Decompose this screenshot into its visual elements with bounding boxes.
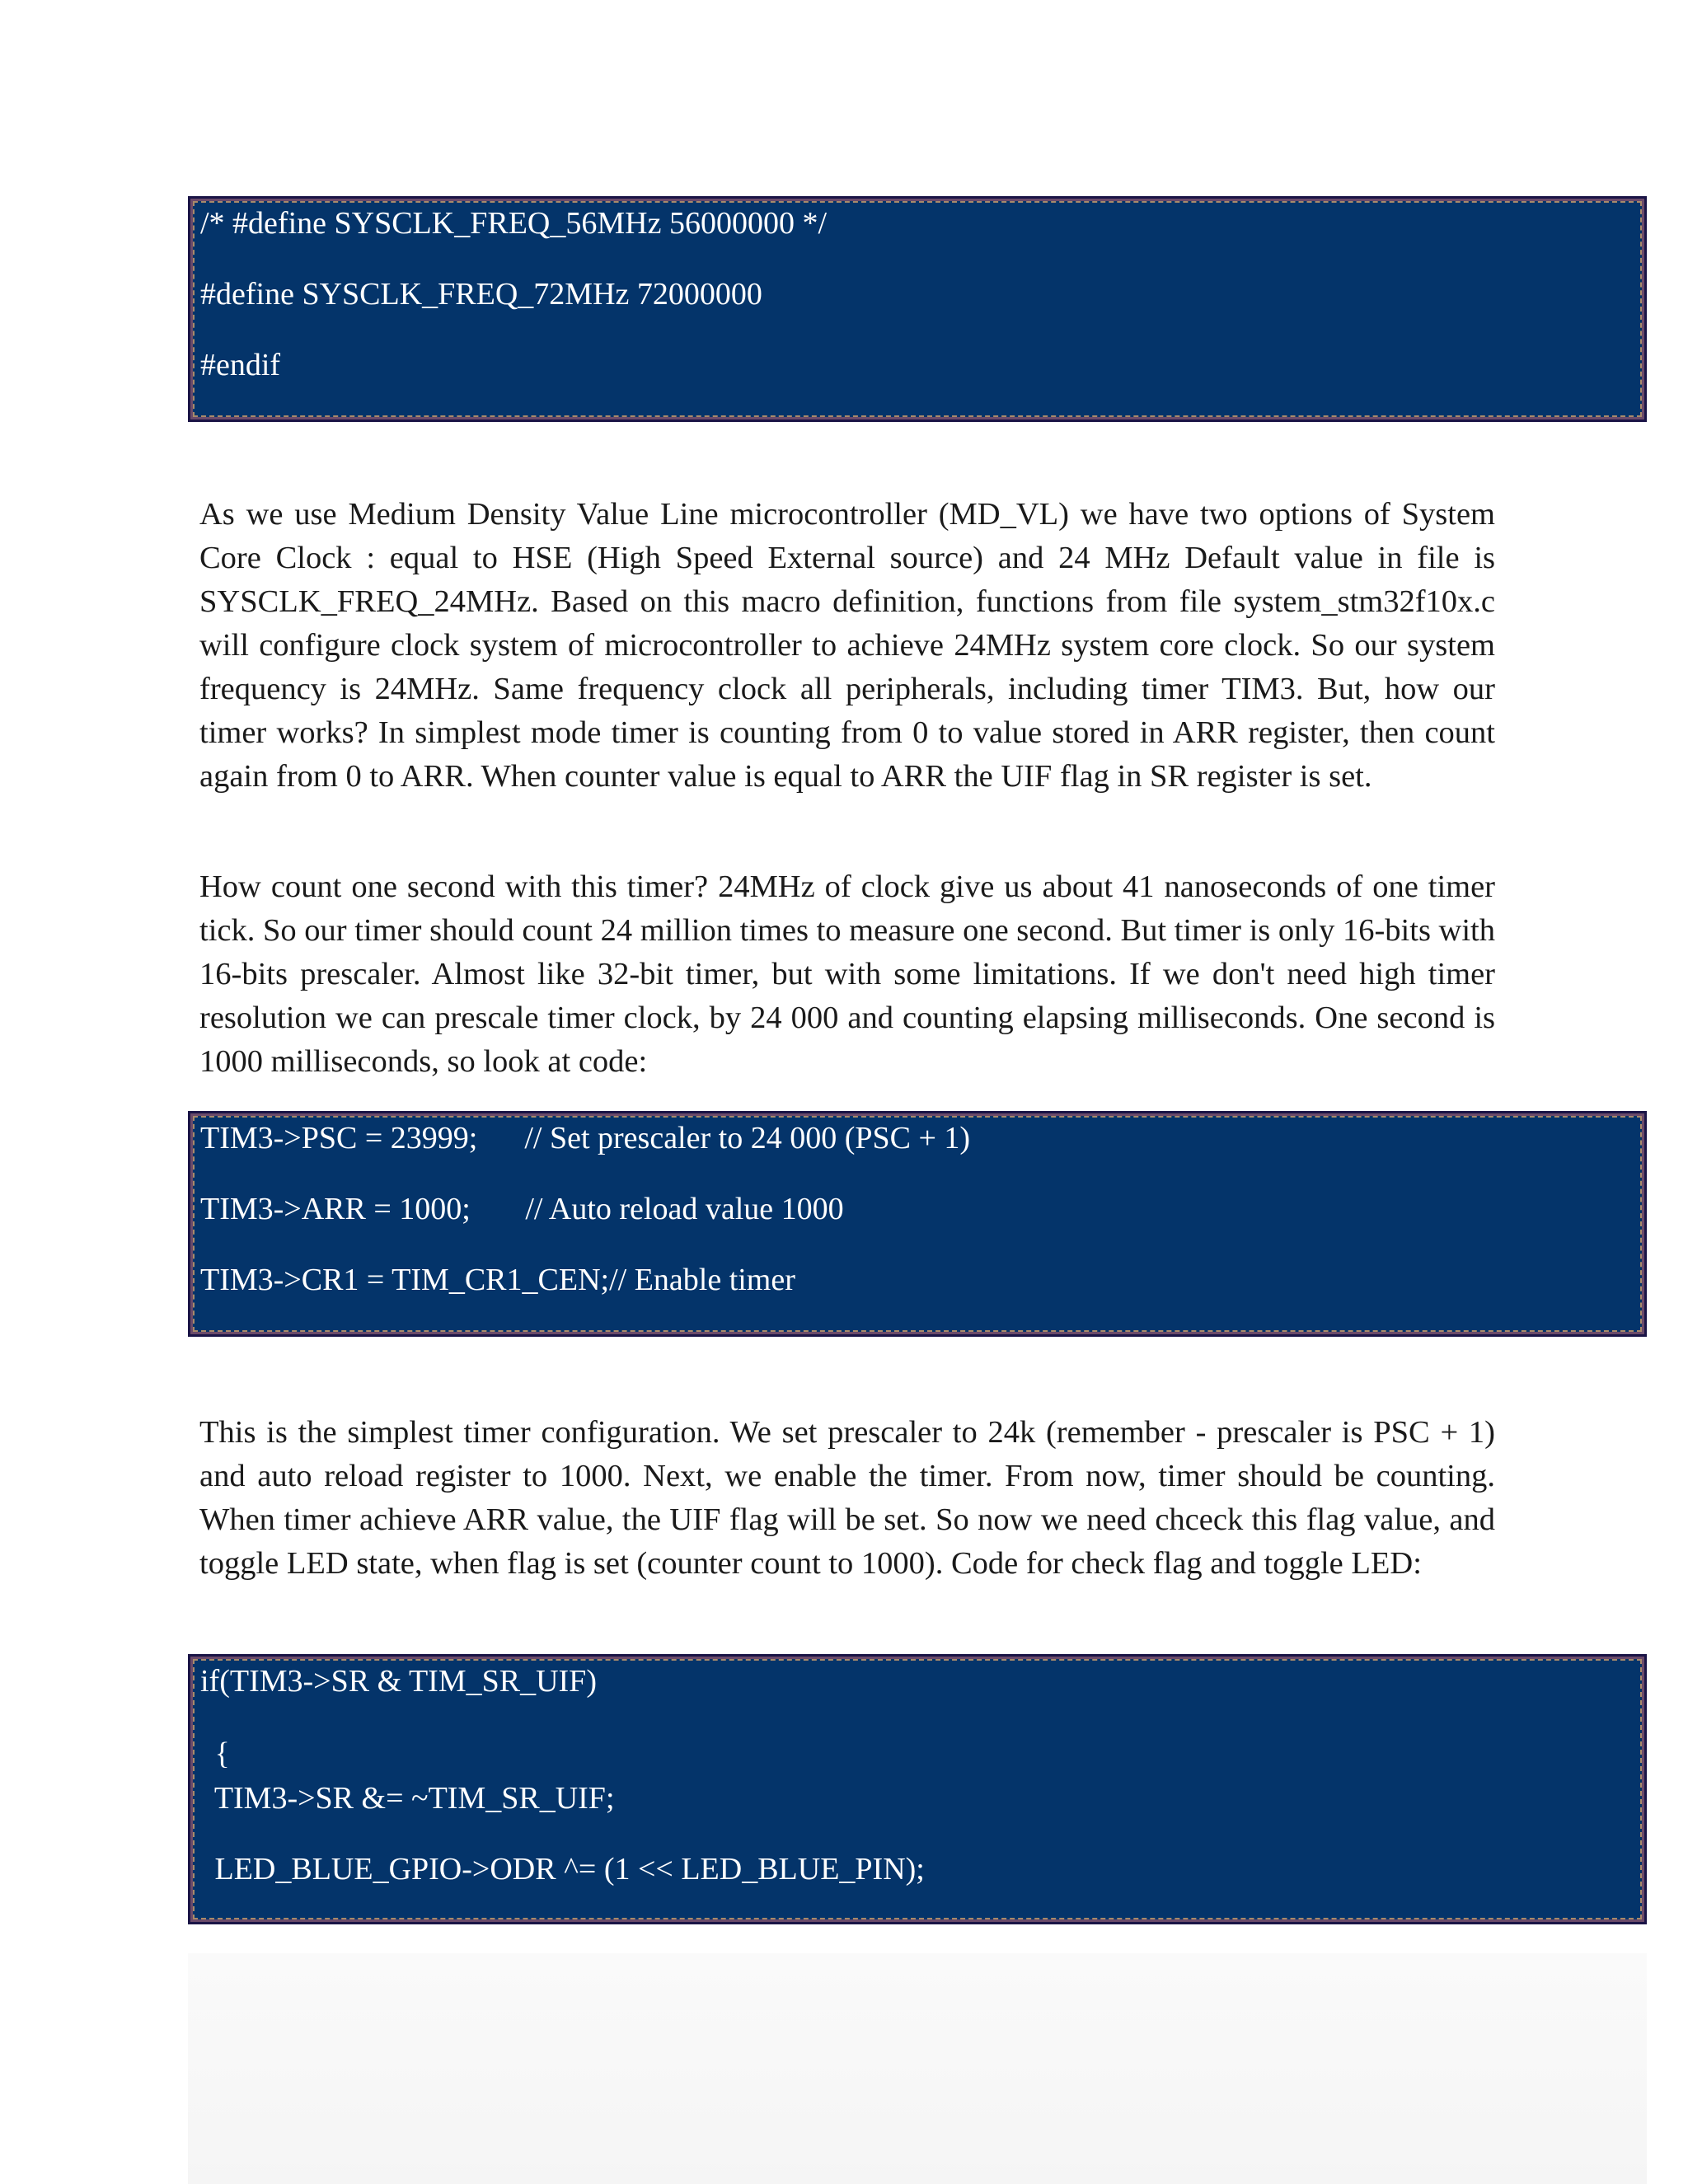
code-line: TIM3->CR1 = TIM_CR1_CEN;// Enable timer — [200, 1263, 795, 1297]
code-line: LED_BLUE_GPIO->ODR ^= (1 << LED_BLUE_PIN); — [207, 1852, 925, 1886]
code-line: TIM3->ARR = 1000; // Auto reload value 1000 — [200, 1192, 844, 1226]
code-line: if(TIM3->SR & TIM_SR_UIF) — [200, 1664, 597, 1699]
code-line: TIM3->SR &= ~TIM_SR_UIF; — [207, 1781, 615, 1816]
code-block-check-flag-toggle-led — [188, 1654, 1647, 1924]
code-block-sysclk-defines — [188, 196, 1647, 422]
page-bottom-area — [188, 1953, 1647, 2184]
code-line: /* #define SYSCLK_FREQ_56MHz 56000000 */ — [200, 206, 827, 241]
paragraph-system-clock: As we use Medium Density Value Line microcontroller (MD_VL) we have two options of System Core Clock : equal to HSE (High Speed External source) and 24 MHz Default value in file is SYSCLK_FREQ_24MHz. Based on this macro definition, functions from file system_stm32f10x.c will configure clock system of microcontroller to achieve 24MHz system core clock. So our system frequency is 24MHz. Same frequency clock all peripherals, including timer TIM3. But, how our timer works? In simplest mode timer is counting from 0 to value stored in ARR register, then count again from 0 to ARR. When counter value is equal to ARR the UIF flag in SR register is set. — [199, 497, 1495, 794]
code-line: TIM3->PSC = 23999; // Set prescaler to 24 000 (PSC + 1) — [200, 1121, 971, 1155]
code-line: #define SYSCLK_FREQ_72MHz 72000000 — [200, 277, 762, 312]
code-line: #endif — [200, 348, 281, 382]
code-line: { — [207, 1736, 230, 1771]
paragraph-simplest-timer-config: This is the simplest timer configuration. We set prescaler to 24k (remember - prescaler is PSC + 1) and auto reload register to 1000. Next, we enable the timer. From now, timer should be counting. When timer achieve ARR value, the UIF flag will be set. So now we need chceck this flag value, and toggle LED state, when flag is set (counter count to 1000). Code for check flag and toggle LED: — [199, 1415, 1495, 1581]
code-block-timer-config — [188, 1111, 1647, 1337]
paragraph-count-one-second: How count one second with this timer? 24MHz of clock give us about 41 nanoseconds of one timer tick. So our timer should count 24 million times to measure one second. But timer is only 16-bits with 16-bits prescaler. Almost like 32-bit timer, but with some limitations. If we don't need high timer resolution we can prescale timer clock, by 24 000 and counting elapsing milliseconds. One second is 1000 milliseconds, so look at code: — [199, 869, 1495, 1079]
